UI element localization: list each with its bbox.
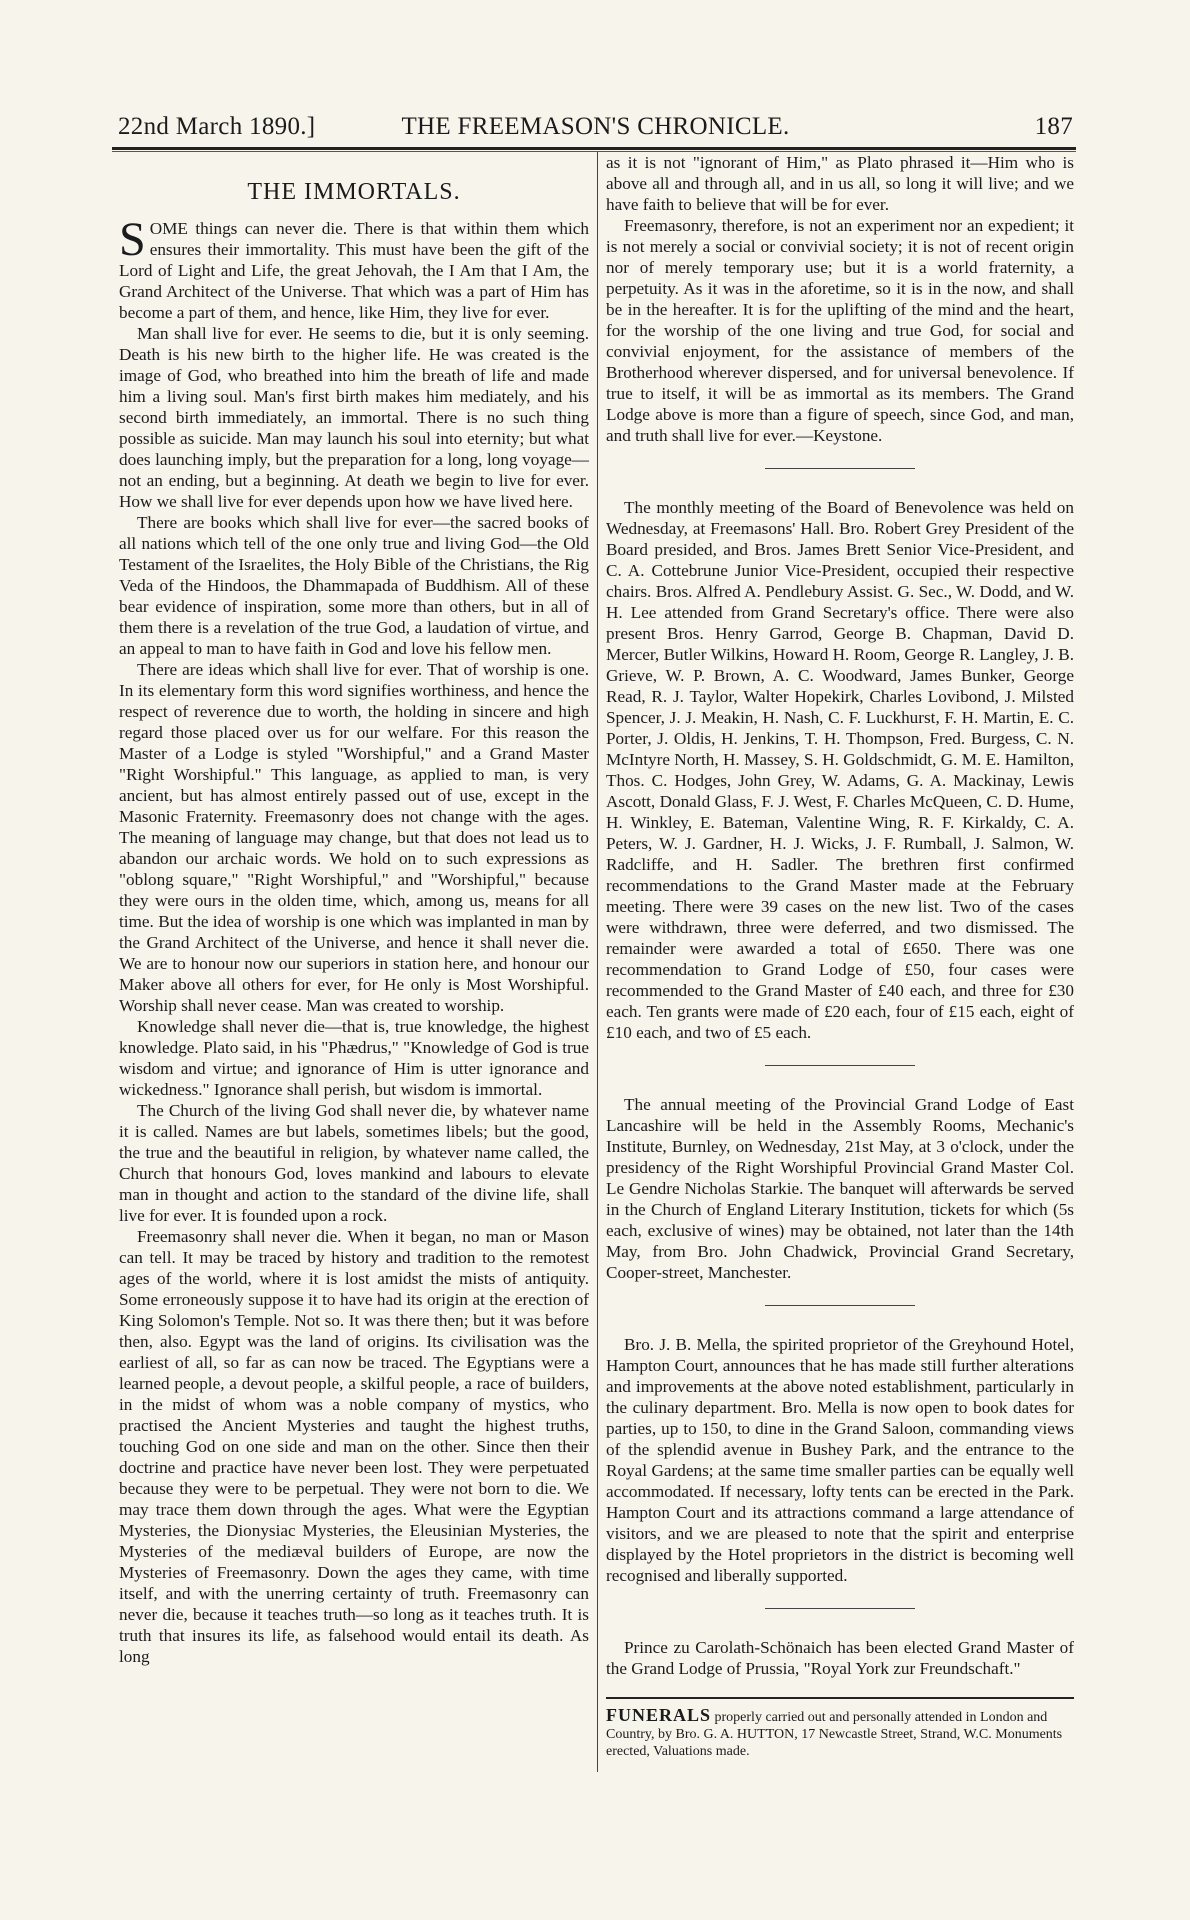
immortals-paragraph-2: Man shall live for ever. He seems to die, but it is only seeming. Death is his new birth to the higher life. He was created is the image of God, who breathed into him the breath of life and made him a living soul. Man's first birth makes him mediately, and his second birth immediately, an immortal. There is no such thing possible as suicide. Man may launch his soul into eternity; but what does launching imply, but the preparation for a long, long voyage—not an ending, but a beginning. At death we begin to live for ever. How we shall live for ever depends upon how we have lived here. <box>119 324 589 511</box>
right-column <box>606 152 1074 1760</box>
immortals-title: THE IMMORTALS. <box>247 179 461 205</box>
publication-title: THE FREEMASON'S CHRONICLE. <box>401 113 790 140</box>
drop-cap: S <box>119 213 146 266</box>
immortals-paragraph-1: SOME things can never die. There is that within them which ensures their immortality. This must have been the gift of the Lord of Light and Life, the great Jehovah, the I Am that I Am, the Grand Architect of the Universe. That which was a part of Him has become a part of them, and hence, like Him, they live for ever. <box>119 213 589 322</box>
immortals-paragraph-6: The Church of the living God shall never die, by whatever name it is called. Names are but labels, sometimes libels; but the good, the true and the beautiful in religion, by whatever name called, the Church that honours God, loves mankind and labours to elevate man in thought and action to the standard of the divine life, shall live for ever. It is founded upon a rock. <box>119 1101 589 1225</box>
section-divider <box>765 468 915 469</box>
issue-date: 22nd March 1890.] <box>118 113 316 140</box>
page-number: 187 <box>1034 113 1073 140</box>
immortals-paragraph-8: as it is not "ignorant of Him," as Plato phrased it—Him who is above all and through all, and in us all, so long it will live; and we have faith to believe that will be for ever. <box>606 153 1074 214</box>
section-divider <box>765 1065 915 1066</box>
funerals-advert <box>606 1697 1074 1760</box>
immortals-paragraph-4: There are ideas which shall live for ever. That of worship is one. In its elementary form this word signifies worthiness, and hence the respect of reverence due to worth, the holding in sincere and high regard those placed over us for our welfare. For this reason the Master of a Lodge is styled "Worshipful," and a Grand Master "Right Worshipful." This language, as applied to man, is very ancient, but has almost entirely passed out of use, except in the Masonic Fraternity. Freemasonry does not change with the ages. The meaning of language may change, but that does not lead us to abandon our archaic words. We hold on to such expressions as "oblong square," "Right Worshipful," and "Worshipful," because they were ours in the olden time, which, among us, means for all time. But the idea of worship is one which was implanted in man by the Grand Architect of the Universe, and hence it shall never die. We are to honour now our superiors in station here, and honour our Maker above all others for ever, for He only is Most Worshipful. Worship shall never cease. Man was created to worship. <box>119 660 589 1015</box>
header-rule <box>112 147 1076 150</box>
section-divider <box>765 1608 915 1609</box>
prussia-paragraph: Prince zu Carolath-Schönaich has been elected Grand Master of the Grand Lodge of Prussia, "Royal York zur Freundschaft." <box>606 1638 1074 1678</box>
benevolence-paragraph: The monthly meeting of the Board of Benevolence was held on Wednesday, at Freemasons' Hall. Bro. Robert Grey President of the Board presided, and Bros. James Brett Senior Vice-President, and C. A. Cottebrune Junior Vice-President, occupied their respective chairs. Bros. Alfred A. Pendlebury Assist. G. Sec., W. Dodd, and W. H. Lee attended from Grand Secretary's office. There were also present Bros. Henry Garrod, George B. Chapman, David D. Mercer, Butler Wilkins, Howard H. Room, George R. Langley, J. B. Grieve, W. P. Brown, A. C. Woodward, James Bunker, George Read, R. J. Taylor, Walter Hopekirk, Charles Lovibond, J. Milsted Spencer, J. J. Meakin, H. Nash, C. F. Luckhurst, F. H. Martin, E. C. Porter, J. Oldis, H. Jenkins, T. H. Thompson, Fred. Burgess, C. N. McIntyre North, H. Massey, S. H. Goldschmidt, G. M. E. Hamilton, Thos. C. Hodges, John Grey, W. Adams, G. A. Mackinay, Lewis Ascott, Donald Glass, F. J. West, F. Charles McQueen, C. D. Hume, H. Winkley, E. Bateman, Valentine Wing, R. F. Kirkaldy, C. A. Peters, W. J. Gardner, H. J. Wicks, J. F. Rumball, J. Salmon, W. Radcliffe, and H. Sadler. The brethren first confirmed recommendations to the Grand Master made at the February meeting. There were 39 cases on the new list. Two of the cases were withdrawn, three were deferred, and two dismissed. The remainder were awarded a total of £650. There was one recommendation to Grand Lodge of £50, four cases were recommended to the Grand Master of £40 each, and three for £30 each. Ten grants were made of £20 each, four of £15 each, eight of £10 each, and two of £5 each. <box>606 498 1074 1042</box>
immortals-paragraph-9: Freemasonry, therefore, is not an experiment nor an expedient; it is not merely a social or convivial society; it is not of recent origin nor of merely temporary use; but it is a world fraternity, a perpetuity. As it was in the aforetime, so it is in the now, and shall be in the hereafter. It is for the uplifting of the mind and the heart, for the worship of the one living and true God, for social and convivial enjoyment, for the assistance of members of the Brotherhood wherever dispersed, and for universal benevolence. If true to itself, it will be as immortal as its members. The Grand Lodge above is more than a figure of speech, since God, and man, and truth shall live for ever.—Keystone. <box>606 216 1074 445</box>
east-lancashire-paragraph: The annual meeting of the Provincial Grand Lodge of East Lancashire will be held in the Assembly Rooms, Mechanic's Institute, Burnley, on Wednesday, 21st May, at 3 o'clock, under the presidency of the Right Worshipful Provincial Grand Master Col. Le Gendre Nicholas Starkie. The banquet will afterwards be served in the Church of England Literary Institution, tickets for which (5s each, exclusive of wines) may be obtained, not later than the 14th May, from Bro. John Chadwick, Provincial Grand Secretary, Cooper-street, Manchester. <box>606 1095 1074 1282</box>
immortals-paragraph-7: Freemasonry shall never die. When it began, no man or Mason can tell. It may be traced by history and tradition to the remotest ages of the world, where it is lost amidst the mists of antiquity. Some erroneously suppose it to have had its origin at the erection of King Solomon's Temple. Not so. It was there then; but it was before then, also. Egypt was the land of origins. Its civilisation was the earliest of all, so far as can now be traced. The Egyptians were a learned people, a devout people, a skilful people, a race of builders, in the midst of whom was a noble company of mystics, who practised the Ancient Mysteries and taught the highest truths, touching God on one side and man on the other. Since then their doctrine and practice have never been lost. They were perpetuated because they were to be perpetual. They were not born to die. We may trace them down through the ages. What were the Egyptian Mysteries, the Dionysiac Mysteries, the Eleusinian Mysteries, the Mysteries of the mediæval builders of Europe, are now the Mysteries of Freemasonry. Down the ages they came, with time itself, and with the unerring certainty of truth. Freemasonry can never die, because it teaches truth—so long as it teaches truth. It is truth that insures its life, as falsehood would entail its death. As long <box>119 1227 589 1666</box>
immortals-paragraph-5: Knowledge shall never die—that is, true knowledge, the highest knowledge. Plato said, in his "Phædrus," "Knowledge of God is true wisdom and virtue; and ignorance of Him is utter ignorance and wickedness." Ignorance shall perish, but wisdom is immortal. <box>119 1017 589 1099</box>
greyhound-paragraph: Bro. J. B. Mella, the spirited proprietor of the Greyhound Hotel, Hampton Court, announces that he has made still further alterations and improvements at the above noted establishment, particularly in the culinary department. Bro. Mella is now open to book dates for parties, up to 150, to dine in the Grand Saloon, commanding views of the splendid avenue in Bushey Park, and the entrance to the Royal Gardens; at the same time smaller parties can be equally well accommodated. If necessary, lofty tents can be erected in the Park. Hampton Court and its attractions command a large attendance of visitors, and we are pleased to note that the spirit and enterprise displayed by the Hotel proprietors in the district is becoming well recognised and liberally supported. <box>606 1335 1074 1585</box>
section-divider <box>765 1305 915 1306</box>
immortals-paragraph-3: There are books which shall live for ever—the sacred books of all nations which tell of the one only true and living God—the Old Testament of the Israelites, the Holy Bible of the Christians, the Rig Veda of the Hindoos, the Dhammapada of Buddhism. All of these bear evidence of inspiration, some more than others, but in all of them there is a revelation of the true God, a laudation of virtue, and an appeal to man to have faith in God and love his fellow men. <box>119 513 589 658</box>
left-column <box>119 160 589 1667</box>
advert-heading: FUNERALS <box>606 1705 712 1725</box>
advert-text: properly carried out and personally attended in London and Country, by Bro. G. A. HUTTON, 17 Newcastle Street, Strand, W.C. Monuments erected, Valuations made. <box>606 1710 1063 1759</box>
column-divider <box>597 152 598 1772</box>
page-header <box>118 112 1073 142</box>
